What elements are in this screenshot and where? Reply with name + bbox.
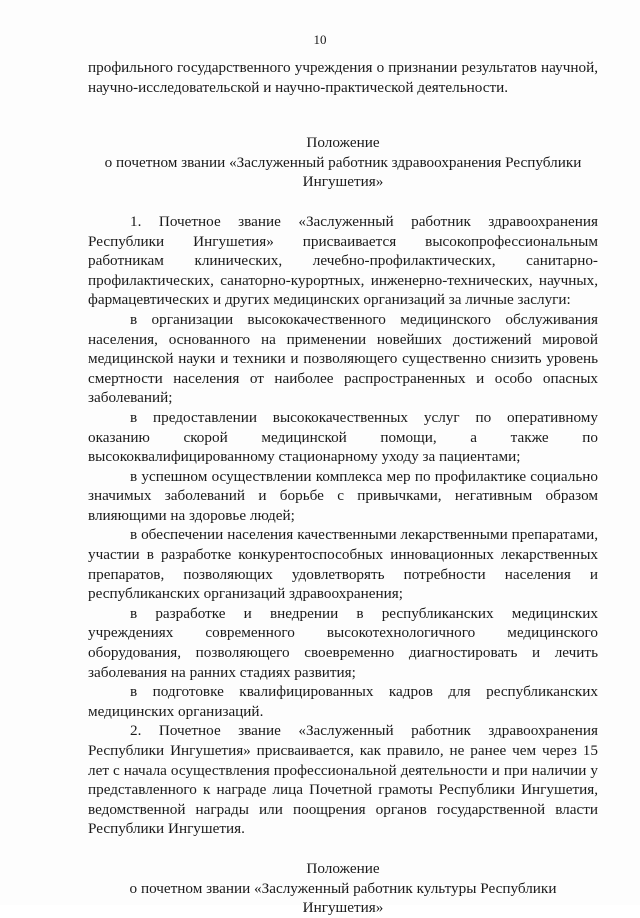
list-item: в организации высококачественного медицинского обслуживания населения, основанного на применении новейших достижений мировой медицинской науки и техники и позволяющего существенно снизить уровень смертности населения от наиболее распространенных и особо опасных заболеваний; (88, 310, 598, 407)
section1-subtitle: о почетном звании «Заслуженный работник здравоохранения Республики Ингушетия» (104, 153, 582, 191)
list-item: в подготовке квалифицированных кадров для республиканских медицинских организаций. (88, 683, 598, 720)
document-body (88, 58, 598, 918)
section2-subtitle: о почетном звании «Заслуженный работник культуры Республики Ингушетия» (129, 879, 557, 917)
list-item: в успешном осуществлении комплекса мер по профилактике социально значимых заболеваний и борьбе с привычками, негативным образом влияющими на здоровье людей; (88, 467, 598, 524)
section1-paragraph-2: 2. Почетное звание «Заслуженный работник здравоохранения Республики Ингушетия» присваивается, как правило, не ранее чем через 15 лет с начала осуществления профессиональной деятельности и при наличии у представленного к награде лица Почетной грамоты Республики Ингушетия, ведомственной награды или поощрения органов государственной власти Республики Ингушетия. (88, 722, 598, 838)
section2-title: Положение (306, 859, 380, 877)
list-item: в предоставлении высококачественных услуг по оперативному оказанию скорой медицинской помощи, а также по высококвалифицированному стационарному уходу за пациентами; (88, 408, 598, 466)
section1-title: Положение (306, 134, 380, 152)
list-item: в разработке и внедрении в республиканских медицинских учреждениях современного высокотехнологичного медицинского оборудования, позволяющего своевременно диагностировать и лечить заболевания на ранних стадиях развития; (88, 604, 598, 681)
page-number: 10 (313, 32, 327, 47)
list-item: в обеспечении населения качественными лекарственными препаратами, участии в разработке конкурентоспособных инновационных лекарственных препаратов, позволяющих удовлетворять потребности населения и республиканских организаций здравоохранения; (88, 526, 598, 603)
section1-paragraph-1: 1. Почетное звание «Заслуженный работник здравоохранения Республики Ингушетия» присваивается высокопрофессиональным работникам клинических, лечебно-профилактических, санитарно-профилактических, санаторно-курортных, инженерно-технических, научных, фармацевтических и других медицинских организаций за личные заслуги: (88, 212, 598, 309)
spacer (88, 192, 598, 212)
intro-paragraph: профильного государственного учреждения о признании результатов научной, научно-исследовательской и научно-практической деятельности. (88, 59, 598, 96)
